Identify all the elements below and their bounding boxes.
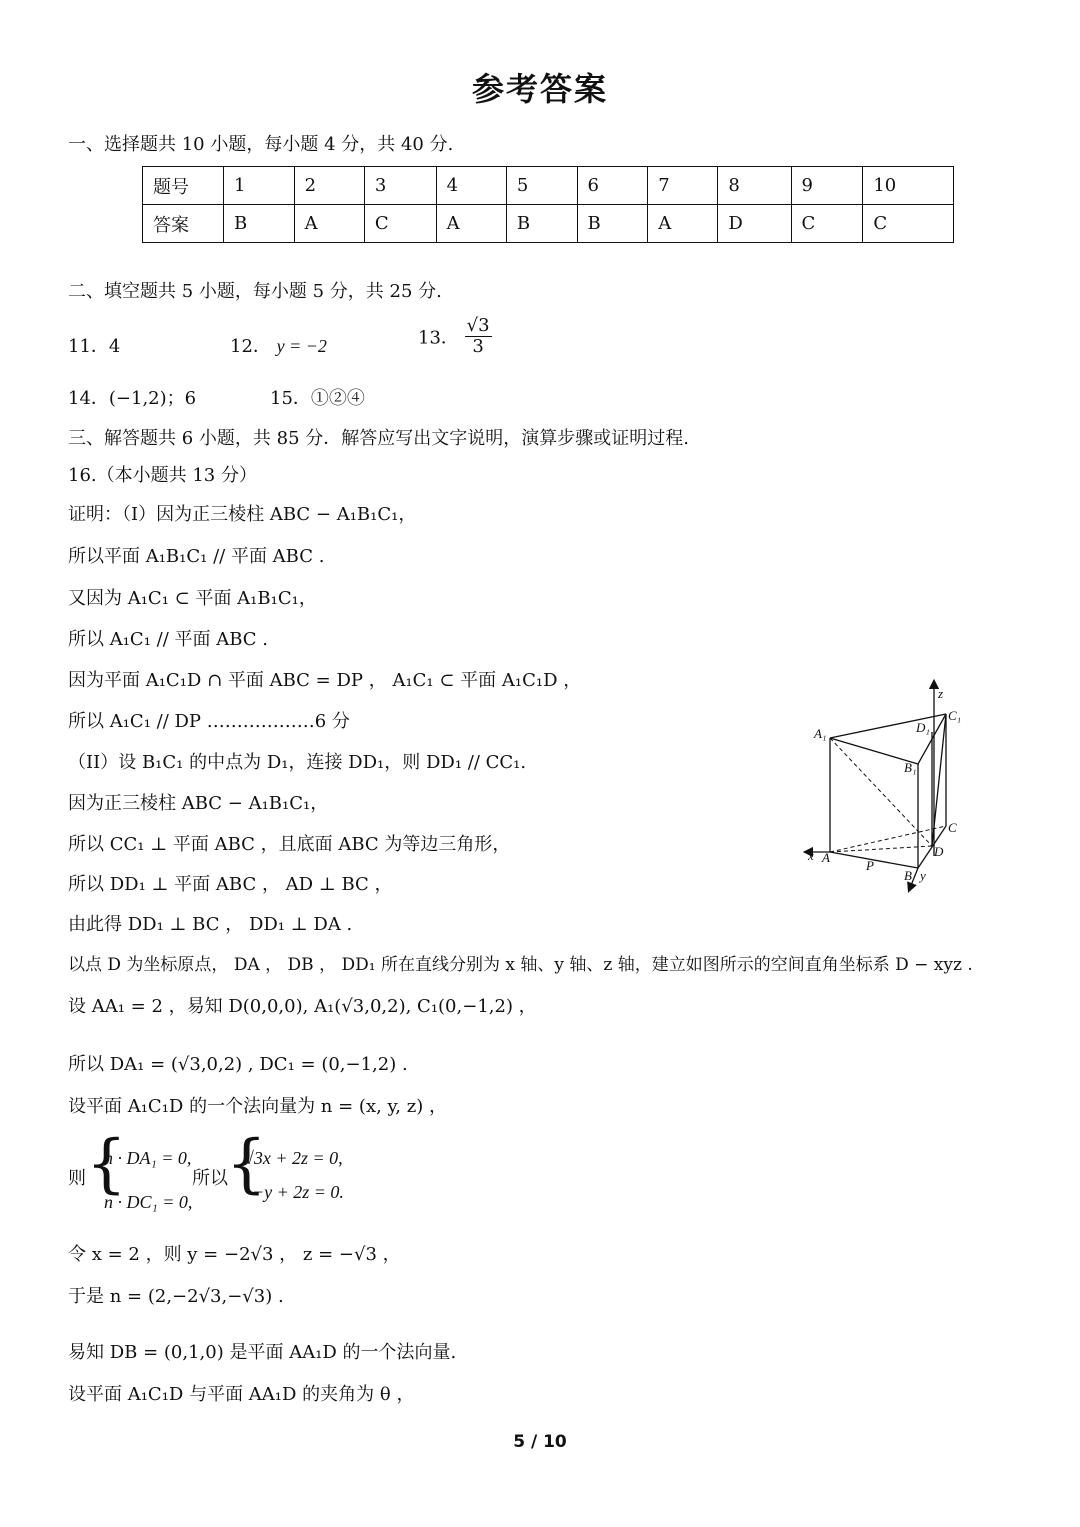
fraction-denominator: 3 bbox=[472, 335, 484, 357]
table-cell: D bbox=[718, 205, 791, 243]
solution-line: 设平面 A₁C₁D 与平面 AA₁D 的夹角为 θ ， bbox=[68, 1384, 415, 1405]
table-cell: 2 bbox=[294, 167, 364, 205]
system-equation: n · DC₁ = 0, bbox=[104, 1192, 193, 1212]
solution-line: 于是 n = (2,−2√3,−√3) . bbox=[68, 1286, 284, 1307]
solution-line: 所以 A₁C₁ // DP ………………6 分 bbox=[68, 711, 350, 732]
solution-line: 证明：（I）因为正三棱柱 ABC − A₁B₁C₁， bbox=[68, 504, 417, 525]
table-cell: 7 bbox=[648, 167, 718, 205]
left-brace-icon: { bbox=[86, 1127, 127, 1201]
system-then: 则 bbox=[68, 1168, 86, 1189]
answer-15: 15．①②④ bbox=[270, 388, 365, 409]
table-cell: A bbox=[648, 205, 718, 243]
label-b: B bbox=[904, 868, 912, 883]
solution-line: 易知 DB = (0,1,0) 是平面 AA₁D 的一个法向量. bbox=[68, 1342, 457, 1363]
answer-12-value: y = −2 bbox=[276, 336, 327, 356]
solution-line: 所以平面 A₁B₁C₁ // 平面 ABC . bbox=[68, 546, 325, 567]
table-cell: A bbox=[436, 205, 506, 243]
table-cell: 10 bbox=[863, 167, 954, 205]
table-row-numbers bbox=[143, 167, 954, 205]
label-d1: D₁ bbox=[916, 720, 930, 735]
label-p: P bbox=[866, 858, 874, 873]
solution-line: 所以 A₁C₁ // 平面 ABC . bbox=[68, 629, 268, 650]
edge-ab bbox=[830, 852, 918, 868]
solution-line: 因为正三棱柱 ABC − A₁B₁C₁， bbox=[68, 793, 329, 814]
solution-line: 所以 CC₁ ⊥ 平面 ABC ，且底面 ABC 为等边三角形， bbox=[68, 834, 511, 855]
answer-14: 14．(−1,2)；6 bbox=[68, 388, 197, 409]
answer-13-label: 13． bbox=[418, 327, 459, 349]
label-x: x bbox=[808, 848, 814, 863]
left-brace-icon: { bbox=[226, 1127, 267, 1201]
section-2-heading: 二、填空题共 5 小题，每小题 5 分，共 25 分. bbox=[68, 281, 442, 302]
solution-line: 所以 DA₁ = (√3,0,2) , DC₁ = (0,−1,2) . bbox=[68, 1054, 408, 1075]
solution-line: 由此得 DD₁ ⊥ BC ， DD₁ ⊥ DA . bbox=[68, 914, 353, 935]
page-number: 5 / 10 bbox=[513, 1432, 567, 1452]
solution-line: 设 AA₁ = 2 ，易知 D(0,0,0), A₁(√3,0,2), C₁(0,−1,2) ， bbox=[68, 996, 537, 1017]
system-equation: √3x + 2z = 0, bbox=[244, 1148, 343, 1168]
solution-line: 以点 D 为坐标原点， DA ， DB ， DD₁ 所在直线分别为 x 轴、y 轴、z 轴，建立如图所示的空间直角坐标系 D − xyz . bbox=[68, 955, 973, 975]
label-a1: A₁ bbox=[814, 726, 827, 741]
table-cell: C bbox=[863, 205, 954, 243]
answer-13-fraction bbox=[465, 316, 492, 357]
table-header-number: 题号 bbox=[143, 167, 224, 205]
table-row-answers bbox=[143, 205, 954, 243]
answer-13 bbox=[418, 316, 492, 357]
label-d: D bbox=[934, 844, 944, 859]
solution-line: （II）设 B₁C₁ 的中点为 D₁，连接 DD₁，则 DD₁ // CC₁. bbox=[68, 752, 527, 773]
solution-line: 所以 DD₁ ⊥ 平面 ABC ， AD ⊥ BC ， bbox=[68, 874, 393, 895]
system-equation: n · DA₁ = 0, bbox=[104, 1148, 192, 1168]
table-cell: 3 bbox=[364, 167, 436, 205]
table-cell: B bbox=[577, 205, 648, 243]
table-cell: 9 bbox=[791, 167, 863, 205]
label-c: C bbox=[948, 820, 957, 835]
label-z: z bbox=[938, 686, 944, 701]
table-cell: 5 bbox=[506, 167, 577, 205]
label-c1: C₁ bbox=[948, 708, 962, 723]
table-cell: C bbox=[364, 205, 436, 243]
table-cell: 8 bbox=[718, 167, 791, 205]
edge-a1d bbox=[830, 738, 932, 846]
label-b1: B₁ bbox=[904, 760, 917, 775]
table-cell: 1 bbox=[224, 167, 295, 205]
label-y: y bbox=[920, 868, 926, 883]
answer-12-label: 12． bbox=[230, 336, 271, 357]
answer-12 bbox=[230, 332, 327, 358]
solution-line: 令 x = 2 ，则 y = −2√3 ， z = −√3 ， bbox=[68, 1244, 401, 1265]
answer-11: 11．4 bbox=[68, 336, 121, 357]
table-cell: A bbox=[294, 205, 364, 243]
page-title: 参考答案 bbox=[471, 70, 608, 108]
label-a: A bbox=[822, 850, 830, 865]
table-cell: B bbox=[224, 205, 295, 243]
system-so: 所以 bbox=[192, 1168, 228, 1189]
system-equation: −y + 2z = 0. bbox=[252, 1182, 344, 1202]
table-header-answer: 答案 bbox=[143, 205, 224, 243]
table-cell: 4 bbox=[436, 167, 506, 205]
answer-table bbox=[142, 166, 954, 243]
table-cell: B bbox=[506, 205, 577, 243]
solution-line: 16.（本小题共 13 分） bbox=[68, 465, 257, 486]
section-3-heading: 三、解答题共 6 小题，共 85 分．解答应写出文字说明，演算步骤或证明过程. bbox=[68, 428, 689, 449]
section-1-heading: 一、选择题共 10 小题，每小题 4 分，共 40 分. bbox=[68, 134, 454, 155]
solution-line: 又因为 A₁C₁ ⊂ 平面 A₁B₁C₁， bbox=[68, 588, 317, 609]
prism-figure bbox=[800, 676, 980, 896]
fraction-numerator: √3 bbox=[466, 315, 490, 336]
solution-line: 设平面 A₁C₁D 的一个法向量为 n = (x, y, z) ， bbox=[68, 1096, 447, 1117]
solution-line: 因为平面 A₁C₁D ∩ 平面 ABC = DP ， A₁C₁ ⊂ 平面 A₁C₁D ， bbox=[68, 670, 582, 691]
table-cell: C bbox=[791, 205, 863, 243]
table-cell: 6 bbox=[577, 167, 648, 205]
